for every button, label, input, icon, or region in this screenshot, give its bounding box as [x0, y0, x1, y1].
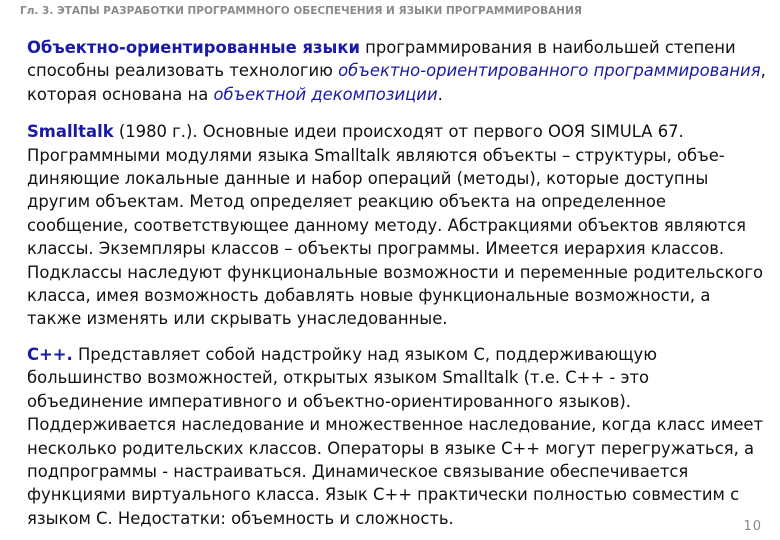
oop-text-2: , которая основана на [27, 61, 766, 104]
term-cpp: C++. [27, 344, 73, 364]
smalltalk-text: (1980 г.). Основные идеи происходят от первого ООЯ SIMULA 67. Программными модулями языка Smalltalk являются объекты – структуры, объе-диняющие локальные данные и набор операций (методы), которые доступны другим объектам. Метод определяет реакцию объекта на определенное сообщение, соответствующее данному методу. Абстракциями объектов являются классы. Экземпляры классов – объекты программы. Имеется иерархия классов. Подклассы наследуют функциональные возможности и переменные родительского класса, имея возможность добавлять новые функциональные возможности, а также изменять или скрывать унаследованные. [27, 122, 763, 329]
paragraph-cpp [27, 343, 767, 530]
oop-text-1: программирования в наибольшей степени способны реализовать технологию [27, 38, 736, 81]
emphasis-object-decomposition: объектной декомпозиции [213, 84, 438, 104]
term-oop-languages: Объектно-ориентированные языки [27, 38, 360, 57]
cpp-text: Представляет собой надстройку над языком С, поддерживающую большинство возможностей, открытых языком Smalltalk (т.е. С++ - это объединение императивного и объектно-ориентированного языков). Поддерживается наследование и множественное наследование, когда класс имеет несколько родительских классов. Операторы в языке С++ могут перегружаться, а подпрограммы - настраиваться. Динамическое связывание обеспечивается функциями виртуального класса. Язык С++ практически полностью совместим с языком С. Недостатки: объемность и сложность. [27, 344, 764, 528]
emphasis-oop-programming: объектно-ориентированного программирования [338, 61, 761, 81]
slide-content [27, 36, 767, 530]
page-number: 10 [743, 519, 762, 534]
paragraph-oop-languages [27, 36, 767, 106]
chapter-header: Гл. 3. ЭТАПЫ РАЗРАБОТКИ ПРОГРАММНОГО ОБЕСПЕЧЕНИЯ И ЯЗЫКИ ПРОГРАММИРОВАНИЯ [20, 5, 582, 17]
term-smalltalk: Smalltalk [27, 122, 114, 142]
oop-text-3: . [437, 84, 443, 104]
paragraph-smalltalk [27, 120, 767, 331]
